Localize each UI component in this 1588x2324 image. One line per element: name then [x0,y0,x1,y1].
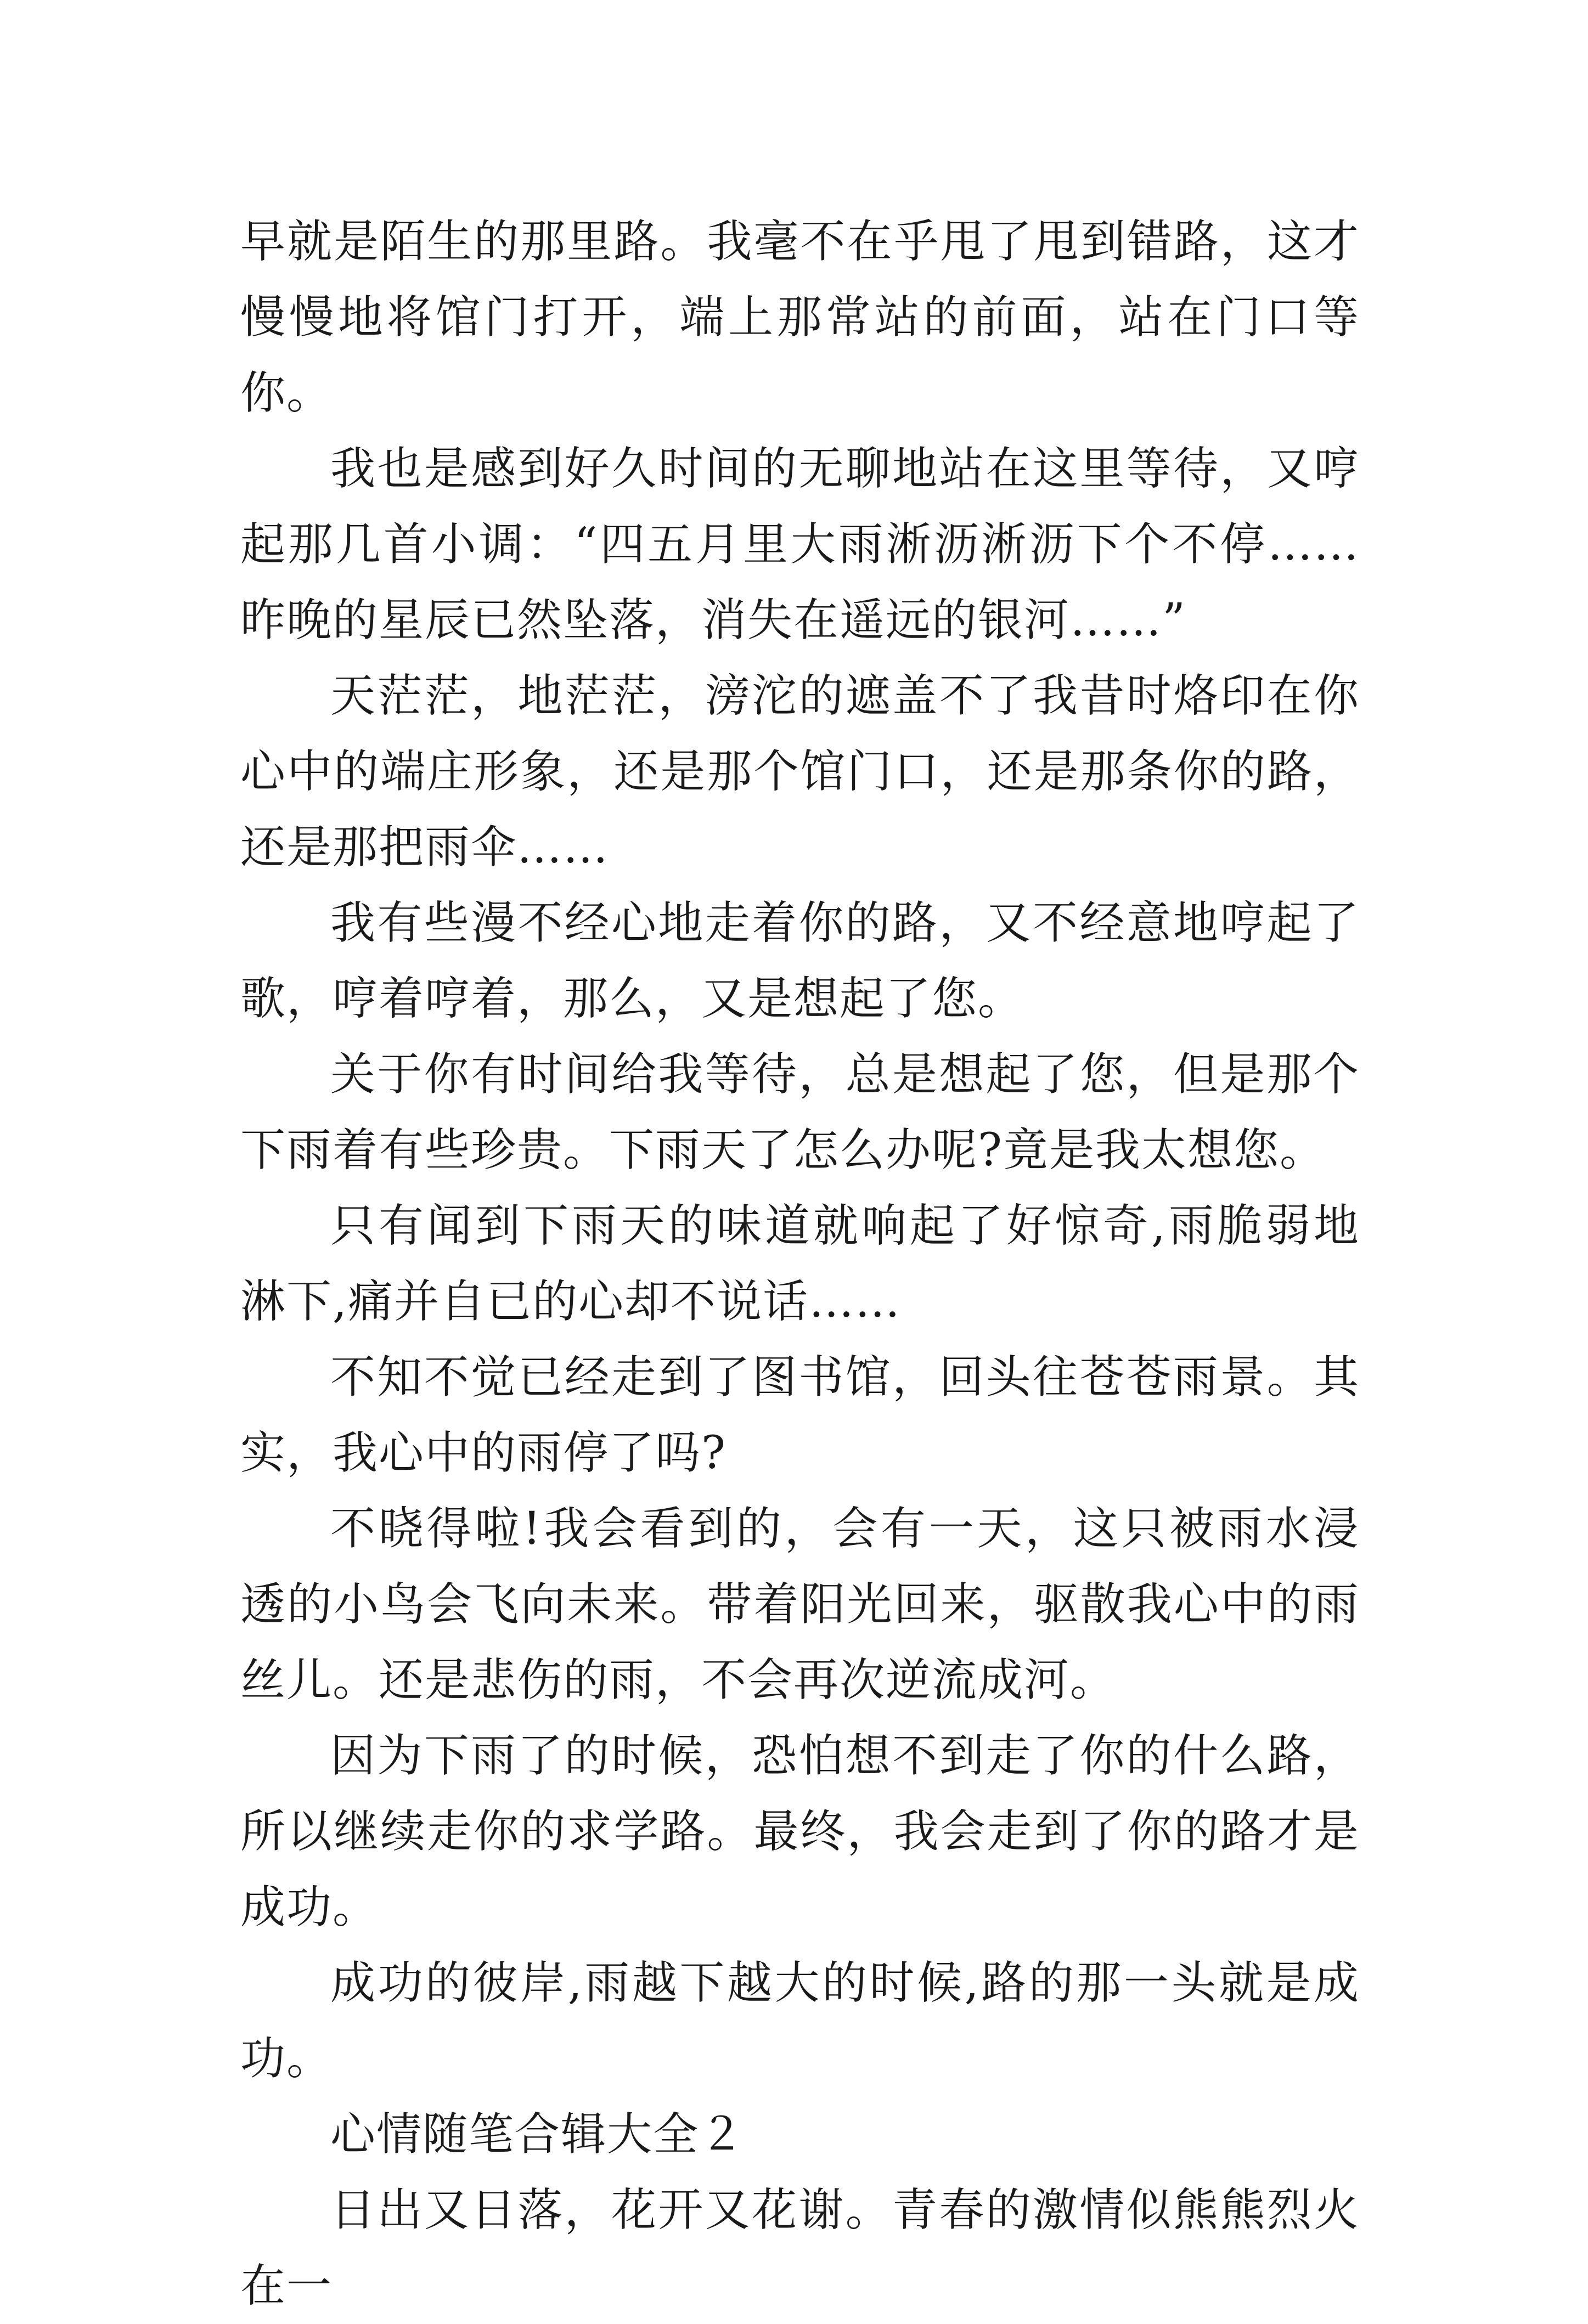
paragraph-3: 天茫茫，地茫茫，滂沱的遮盖不了我昔时烙印在你心中的端庄形象，还是那个馆门口，还是那条你的路，还是那把雨伞…… [240,670,1360,873]
paragraph-5: 关于你有时间给我等待，总是想起了您，但是那个下雨着有些珍贵。下雨天了怎么办呢?竟是我太想您。 [240,1048,1360,1176]
paragraph-7: 不知不觉已经走到了图书馆，回头往苍苍雨景。其实，我心中的雨停了吗? [240,1351,1360,1479]
paragraph-1: 早就是陌生的那里路。我毫不在乎甩了甩到错路，这才慢慢地将馆门打开，端上那常站的前面，站在门口等你。 [240,216,1360,419]
paragraph-12: 日出又日落，花开又花谢。青春的激情似熊熊烈火在一 [240,2184,1360,2312]
paragraph-10: 成功的彼岸,雨越下越大的时候,路的那一头就是成功。 [240,1957,1360,2085]
document-body [240,204,1360,2324]
paragraph-9: 因为下雨了的时候，恐怕想不到走了你的什么路，所以继续走你的求学路。最终，我会走到了你的路才是成功。 [240,1730,1360,1933]
paragraph-6: 只有闻到下雨天的味道就响起了好惊奇,雨脆弱地淋下,痛并自已的心却不说话…… [240,1200,1360,1328]
paragraph-8: 不晓得啦!我会看到的，会有一天，这只被雨水浸透的小鸟会飞向未来。带着阳光回来，驱散我心中的雨丝儿。还是悲伤的雨，不会再次逆流成河。 [240,1503,1360,1706]
section-heading: 心情随笔合辑大全２ [330,2108,746,2161]
paragraph-2: 我也是感到好久时间的无聊地站在这里等待，又哼起那几首小调：“四五月里大雨淅沥淅沥下个不停……昨晚的星辰已然坠落，消失在遥远的银河……” [240,443,1360,646]
paragraph-4: 我有些漫不经心地走着你的路，又不经意地哼起了歌，哼着哼着，那么，又是想起了您。 [240,897,1360,1025]
